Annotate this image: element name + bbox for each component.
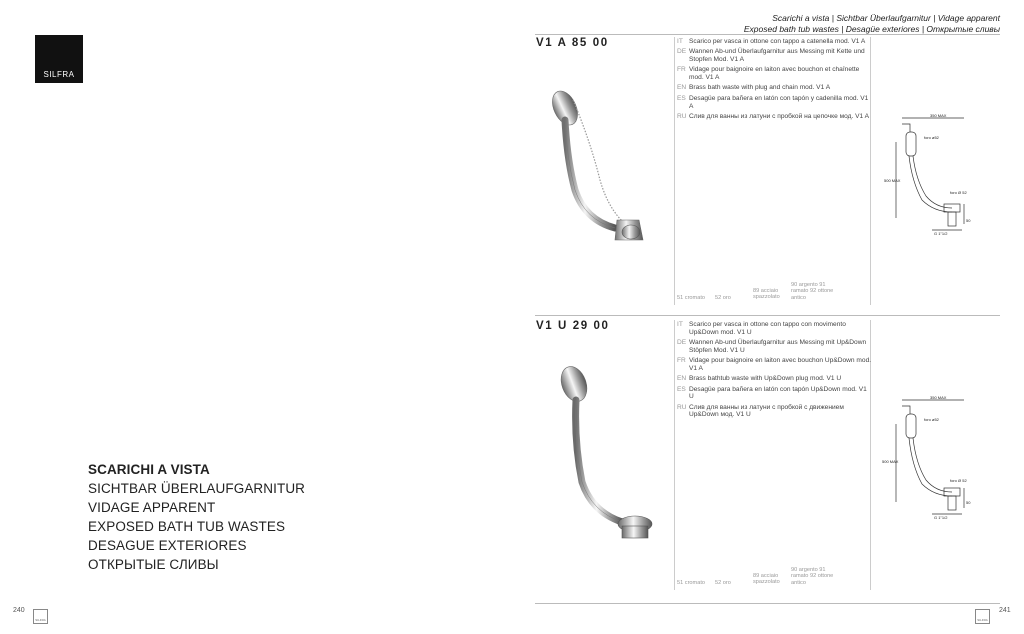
footer-logo-right: SILFRA	[975, 609, 990, 624]
brand-name: SILFRA	[43, 70, 75, 79]
technical-drawing	[882, 394, 982, 522]
desc-row: DE Wannen Ab-und Überlaufgarnitur aus Messing mit Up&Down Stöpfen Mod. V1 U	[677, 339, 867, 354]
page-number-right: 241	[999, 607, 1011, 614]
dim-hole-top: foro ø52	[924, 417, 939, 422]
product-code: V1 A 85 00	[536, 37, 609, 49]
finish-option: 89 acciaio spazzolato	[753, 288, 780, 301]
desc-row: EN Brass bath waste with plug and chain mod. V1 A	[677, 84, 831, 92]
dim-depth: 50	[966, 500, 971, 505]
finish-option: 90 argento 91 ramato 92 ottone antico	[791, 567, 834, 586]
desc-row: DE Wannen Ab-und Überlaufgarnitur aus Messing mit Kette und Stopfen Mod. V1 A	[677, 48, 865, 64]
product-image-updown-waste	[550, 362, 665, 547]
dim-width: 350 MAX	[930, 395, 947, 400]
footer-logo-left: SILFRA	[33, 609, 48, 624]
dim-thread: G 1"1/2	[934, 515, 948, 520]
desc-row: FR Vidage pour baignoire en laiton avec bouchon et chaînette mod. V1 A	[677, 66, 860, 82]
dim-height: 500 MAX	[884, 178, 901, 183]
desc-row: EN Brass bathtub waste with Up&Down plug mod. V1 U	[677, 375, 842, 383]
product-code: V1 U 29 00	[536, 320, 610, 332]
finish-option: 90 argento 91 ramato 92 ottone antico	[791, 282, 834, 301]
section-rule	[535, 315, 1000, 316]
desc-row: IT Scarico per vasca in ottone con tappo con movimento Up&Down mod. V1 U	[677, 321, 846, 336]
header-line-1: Scarichi a vista | Sichtbar Überlaufgarnitur | Vidage apparent	[772, 13, 1000, 23]
top-rule	[535, 34, 1000, 35]
finish-option: 52 oro	[715, 580, 731, 586]
finish-option: 51 cromato	[677, 580, 705, 586]
section-title-ru: ОТКРЫТЫЕ СЛИВЫ	[88, 557, 219, 572]
product-descriptions	[677, 321, 872, 422]
dim-height: 500 MAX	[882, 459, 899, 464]
section-title-es: DESAGUE EXTERIORES	[88, 538, 247, 553]
section-titles	[88, 460, 305, 574]
product-image-chain-waste	[545, 80, 665, 250]
desc-row: RU Слив для ванны из латуни с пробкой с движением Up&Down мод. V1 U	[677, 403, 844, 419]
column-divider	[674, 37, 675, 305]
dim-hole-bottom: foro Ø 52	[950, 190, 967, 195]
technical-drawing	[882, 112, 982, 238]
dim-thread: G 1"1/2	[934, 231, 948, 236]
column-divider	[674, 320, 675, 590]
dim-width: 350 MAX	[930, 113, 947, 118]
desc-row: ES Desagüe para bañera en latón con tapón y cadenilla mod. V1 A	[677, 94, 869, 110]
bottom-rule	[535, 603, 1000, 604]
page-header	[744, 13, 1000, 34]
section-title-it: SCARICHI A VISTA	[88, 462, 210, 477]
brand-logo	[35, 35, 83, 83]
header-line-2: Exposed bath tub wastes | Desagüe exteriores | Открытые сливы	[743, 23, 1000, 34]
dim-depth: 50	[966, 218, 971, 223]
desc-row: RU Слив для ванны из латуни с пробкой на цепочке мод. V1 A	[677, 112, 870, 120]
desc-row: FR Vidage pour baignoire en laiton avec bouchon Up&Down mod. V1 A	[677, 357, 872, 372]
desc-row: IT Scarico per vasca in ottone con tappo a catenella mod. V1 A	[677, 38, 866, 45]
finish-option: 51 cromato	[677, 295, 705, 301]
section-title-de: SICHTBAR ÜBERLAUFGARNITUR	[88, 481, 306, 496]
dim-hole-top: foro ø52	[924, 135, 939, 140]
dim-hole-bottom: foro Ø 52	[950, 478, 967, 483]
section-title-en: EXPOSED BATH TUB WASTES	[88, 519, 286, 534]
desc-row: ES Desagüe para bañera en latón con tapón Up&Down mod. V1 U	[677, 385, 867, 401]
page-number-left: 240	[13, 607, 25, 614]
product-descriptions	[677, 38, 872, 123]
finish-option: 52 oro	[715, 295, 731, 301]
finish-option: 89 acciaio spazzolato	[753, 573, 780, 586]
section-title-fr: VIDAGE APPARENT	[88, 500, 216, 515]
